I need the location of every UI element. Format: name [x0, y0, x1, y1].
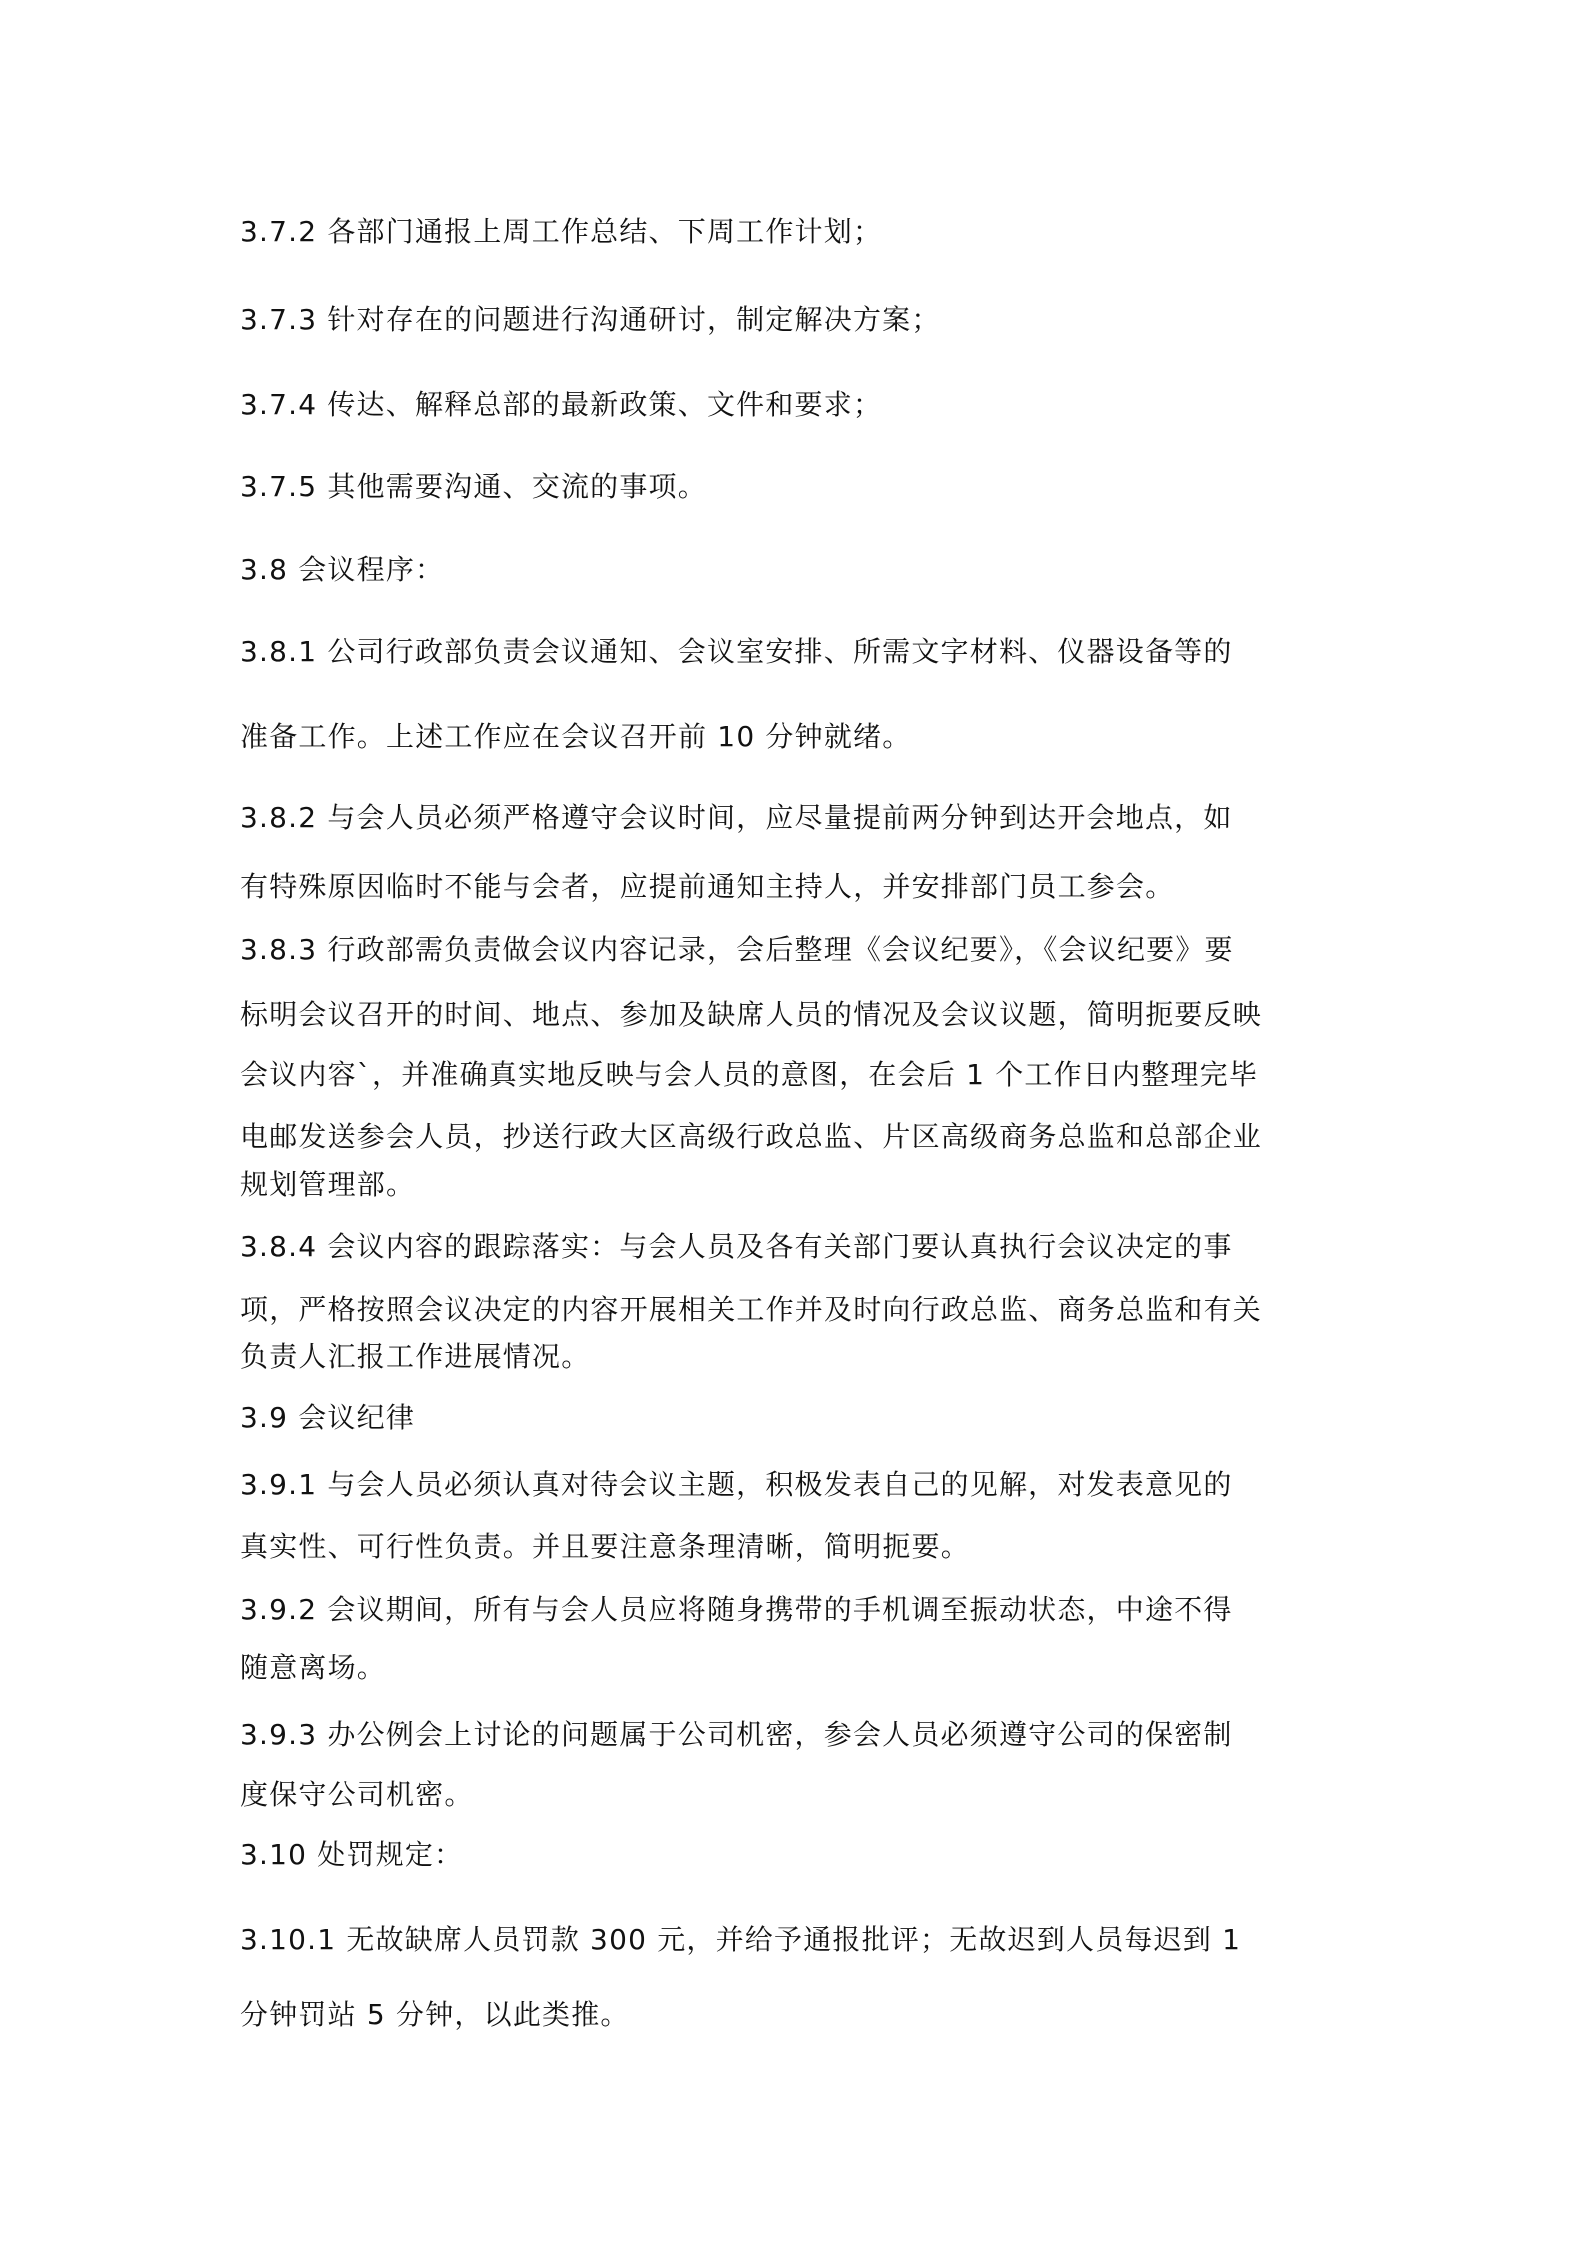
text-line: 真实性、可行性负责。并且要注意条理清晰，简明扼要。: [240, 1530, 971, 1563]
text-line: 3.7.3 针对存在的问题进行沟通研讨，制定解决方案；: [240, 303, 941, 336]
text-line: 标明会议召开的时间、地点、参加及缺席人员的情况及会议议题，简明扼要反映: [240, 998, 1263, 1031]
text-line: 3.8 会议程序：: [240, 553, 445, 586]
text-line: 3.9.3 办公例会上讨论的问题属于公司机密，参会人员必须遵守公司的保密制: [240, 1718, 1233, 1751]
text-line: 3.8.1 公司行政部负责会议通知、会议室安排、所需文字材料、仪器设备等的: [240, 635, 1233, 668]
text-line: 3.9.2 会议期间，所有与会人员应将随身携带的手机调至振动状态，中途不得: [240, 1593, 1233, 1626]
text-line: 随意离场。: [240, 1651, 387, 1684]
text-line: 有特殊原因临时不能与会者，应提前通知主持人，并安排部门员工参会。: [240, 870, 1175, 903]
text-line: 准备工作。上述工作应在会议召开前 10 分钟就绪。: [240, 720, 912, 753]
text-line: 分钟罚站 5 分钟，以此类推。: [240, 1998, 630, 2031]
text-line: 负责人汇报工作进展情况。: [240, 1340, 591, 1373]
text-line: 3.9 会议纪律: [240, 1401, 416, 1434]
text-line: 3.8.2 与会人员必须严格遵守会议时间，应尽量提前两分钟到达开会地点，如: [240, 801, 1233, 834]
text-line: 会议内容`，并准确真实地反映与会人员的意图，在会后 1 个工作日内整理完毕: [240, 1058, 1259, 1091]
text-line: 3.9.1 与会人员必须认真对待会议主题，积极发表自己的见解，对发表意见的: [240, 1468, 1233, 1501]
text-line: 度保守公司机密。: [240, 1778, 474, 1811]
text-line: 3.7.5 其他需要沟通、交流的事项。: [240, 470, 707, 503]
text-line: 3.10.1 无故缺席人员罚款 300 元，并给予通报批评；无故迟到人员每迟到 1: [240, 1923, 1242, 1956]
text-line: 3.7.2 各部门通报上周工作总结、下周工作计划；: [240, 215, 883, 248]
text-line: 项，严格按照会议决定的内容开展相关工作并及时向行政总监、商务总监和有关: [240, 1293, 1263, 1326]
text-line: 规划管理部。: [240, 1168, 416, 1201]
text-line: 3.10 处罚规定：: [240, 1838, 464, 1871]
text-line: 电邮发送参会人员，抄送行政大区高级行政总监、片区高级商务总监和总部企业: [240, 1120, 1263, 1153]
text-line: 3.8.3 行政部需负责做会议内容记录，会后整理《会议纪要》，《会议纪要》要: [240, 933, 1234, 966]
text-line: 3.7.4 传达、解释总部的最新政策、文件和要求；: [240, 388, 883, 421]
text-line: 3.8.4 会议内容的跟踪落实：与会人员及各有关部门要认真执行会议决定的事: [240, 1230, 1233, 1263]
